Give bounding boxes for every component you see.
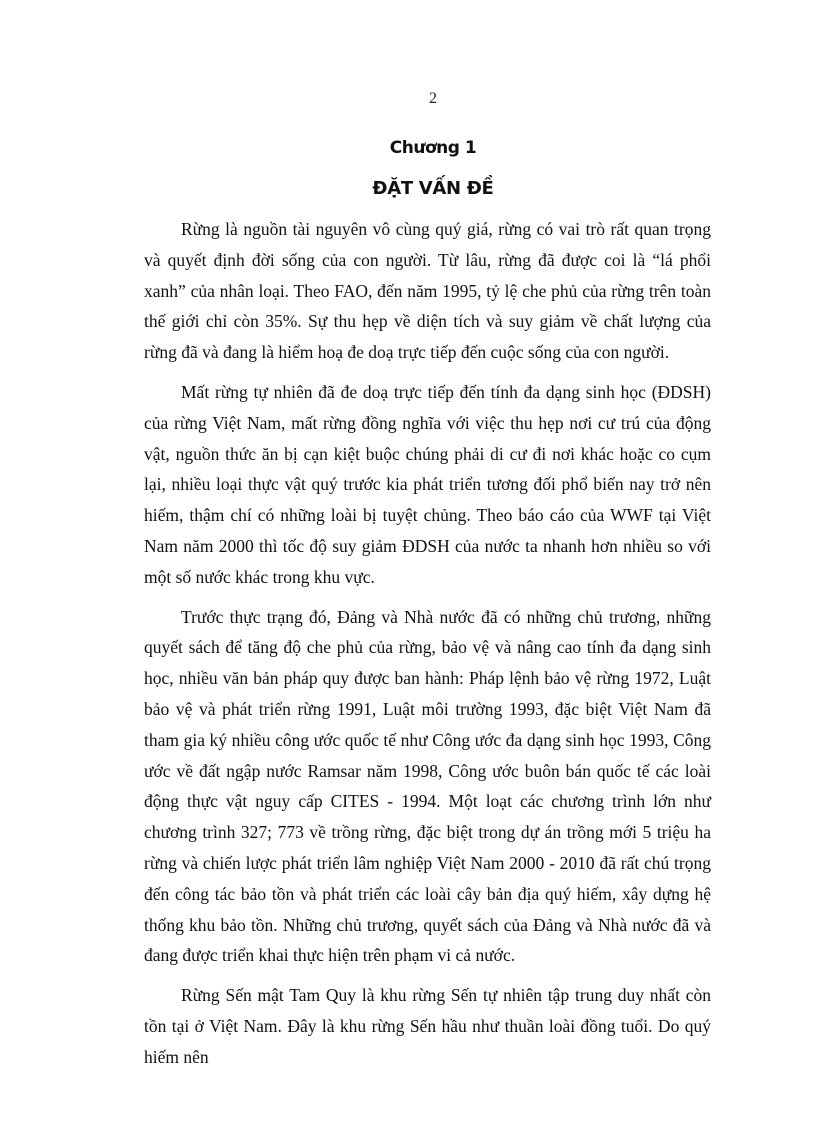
body-text xyxy=(144,214,711,1082)
paragraph: Mất rừng tự nhiên đã đe doạ trực tiếp đến tính đa dạng sinh học (ĐDSH) của rừng Việt Nam, mất rừng đồng nghĩa với việc thu hẹp nơi cư trú của động vật, nguồn thức ăn bị cạn kiệt buộc chúng phải di cư đi nơi khác hoặc co cụm lại, nhiều loại thực vật quý trước kia phát triển tương đối phổ biến nay trở nên hiếm, thậm chí có những loài bị tuyệt chủng. Theo báo cáo của WWF tại Việt Nam năm 2000 thì tốc độ suy giảm ĐDSH của nước ta nhanh hơn nhiều so với một số nước khác trong khu vực. xyxy=(144,381,711,587)
paragraph: Rừng Sến mật Tam Quy là khu rừng Sến tự nhiên tập trung duy nhất còn tồn tại ở Việt Nam. Đây là khu rừng Sến hầu như thuần loài đồng tuổi. Do quý hiếm nên xyxy=(144,985,711,1067)
chapter-title: ĐẶT VẤN ĐỀ xyxy=(372,178,494,199)
page-number: 2 xyxy=(429,90,437,107)
paragraph: Rừng là nguồn tài nguyên vô cùng quý giá, rừng có vai trò rất quan trọng và quyết định đời sống của con người. Từ lâu, rừng đã được coi là “lá phổi xanh” của nhân loại. Theo FAO, đến năm 1995, tỷ lệ che phủ của rừng trên toàn thế giới chỉ còn 35%. Sự thu hẹp về diện tích và suy giảm về chất lượng của rừng đã và đang là hiểm hoạ đe doạ trực tiếp đến cuộc sống của con người. xyxy=(144,219,711,363)
chapter-label: Chương 1 xyxy=(389,138,477,158)
paragraph: Trước thực trạng đó, Đảng và Nhà nước đã có những chủ trương, những quyết sách để tăng độ che phủ của rừng, bảo vệ và nâng cao tính đa dạng sinh học, nhiều văn bản pháp quy được ban hành: Pháp lệnh bảo vệ rừng 1972, Luật bảo vệ và phát triển rừng 1991, Luật môi trường 1993, đặc biệt Việt Nam đã tham gia ký nhiều công ước quốc tế như Công ước đa dạng sinh học 1993, Công ước về đất ngập nước Ramsar năm 1998, Công ước buôn bán quốc tế các loài động thực vật nguy cấp CITES - 1994. Một loạt các chương trình lớn như chương trình 327; 773 về trồng rừng, đặc biệt trong dự án trồng mới 5 triệu ha rừng và chiến lược phát triển lâm nghiệp Việt Nam 2000 - 2010 đã rất chú trọng đến công tác bảo tồn và phát triển các loài cây bản địa quý hiếm, xây dựng hệ thống khu bảo tồn. Những chủ trương, quyết sách của Đảng và Nhà nước đã và đang được triển khai thực hiện trên phạm vi cả nước. xyxy=(144,606,711,966)
